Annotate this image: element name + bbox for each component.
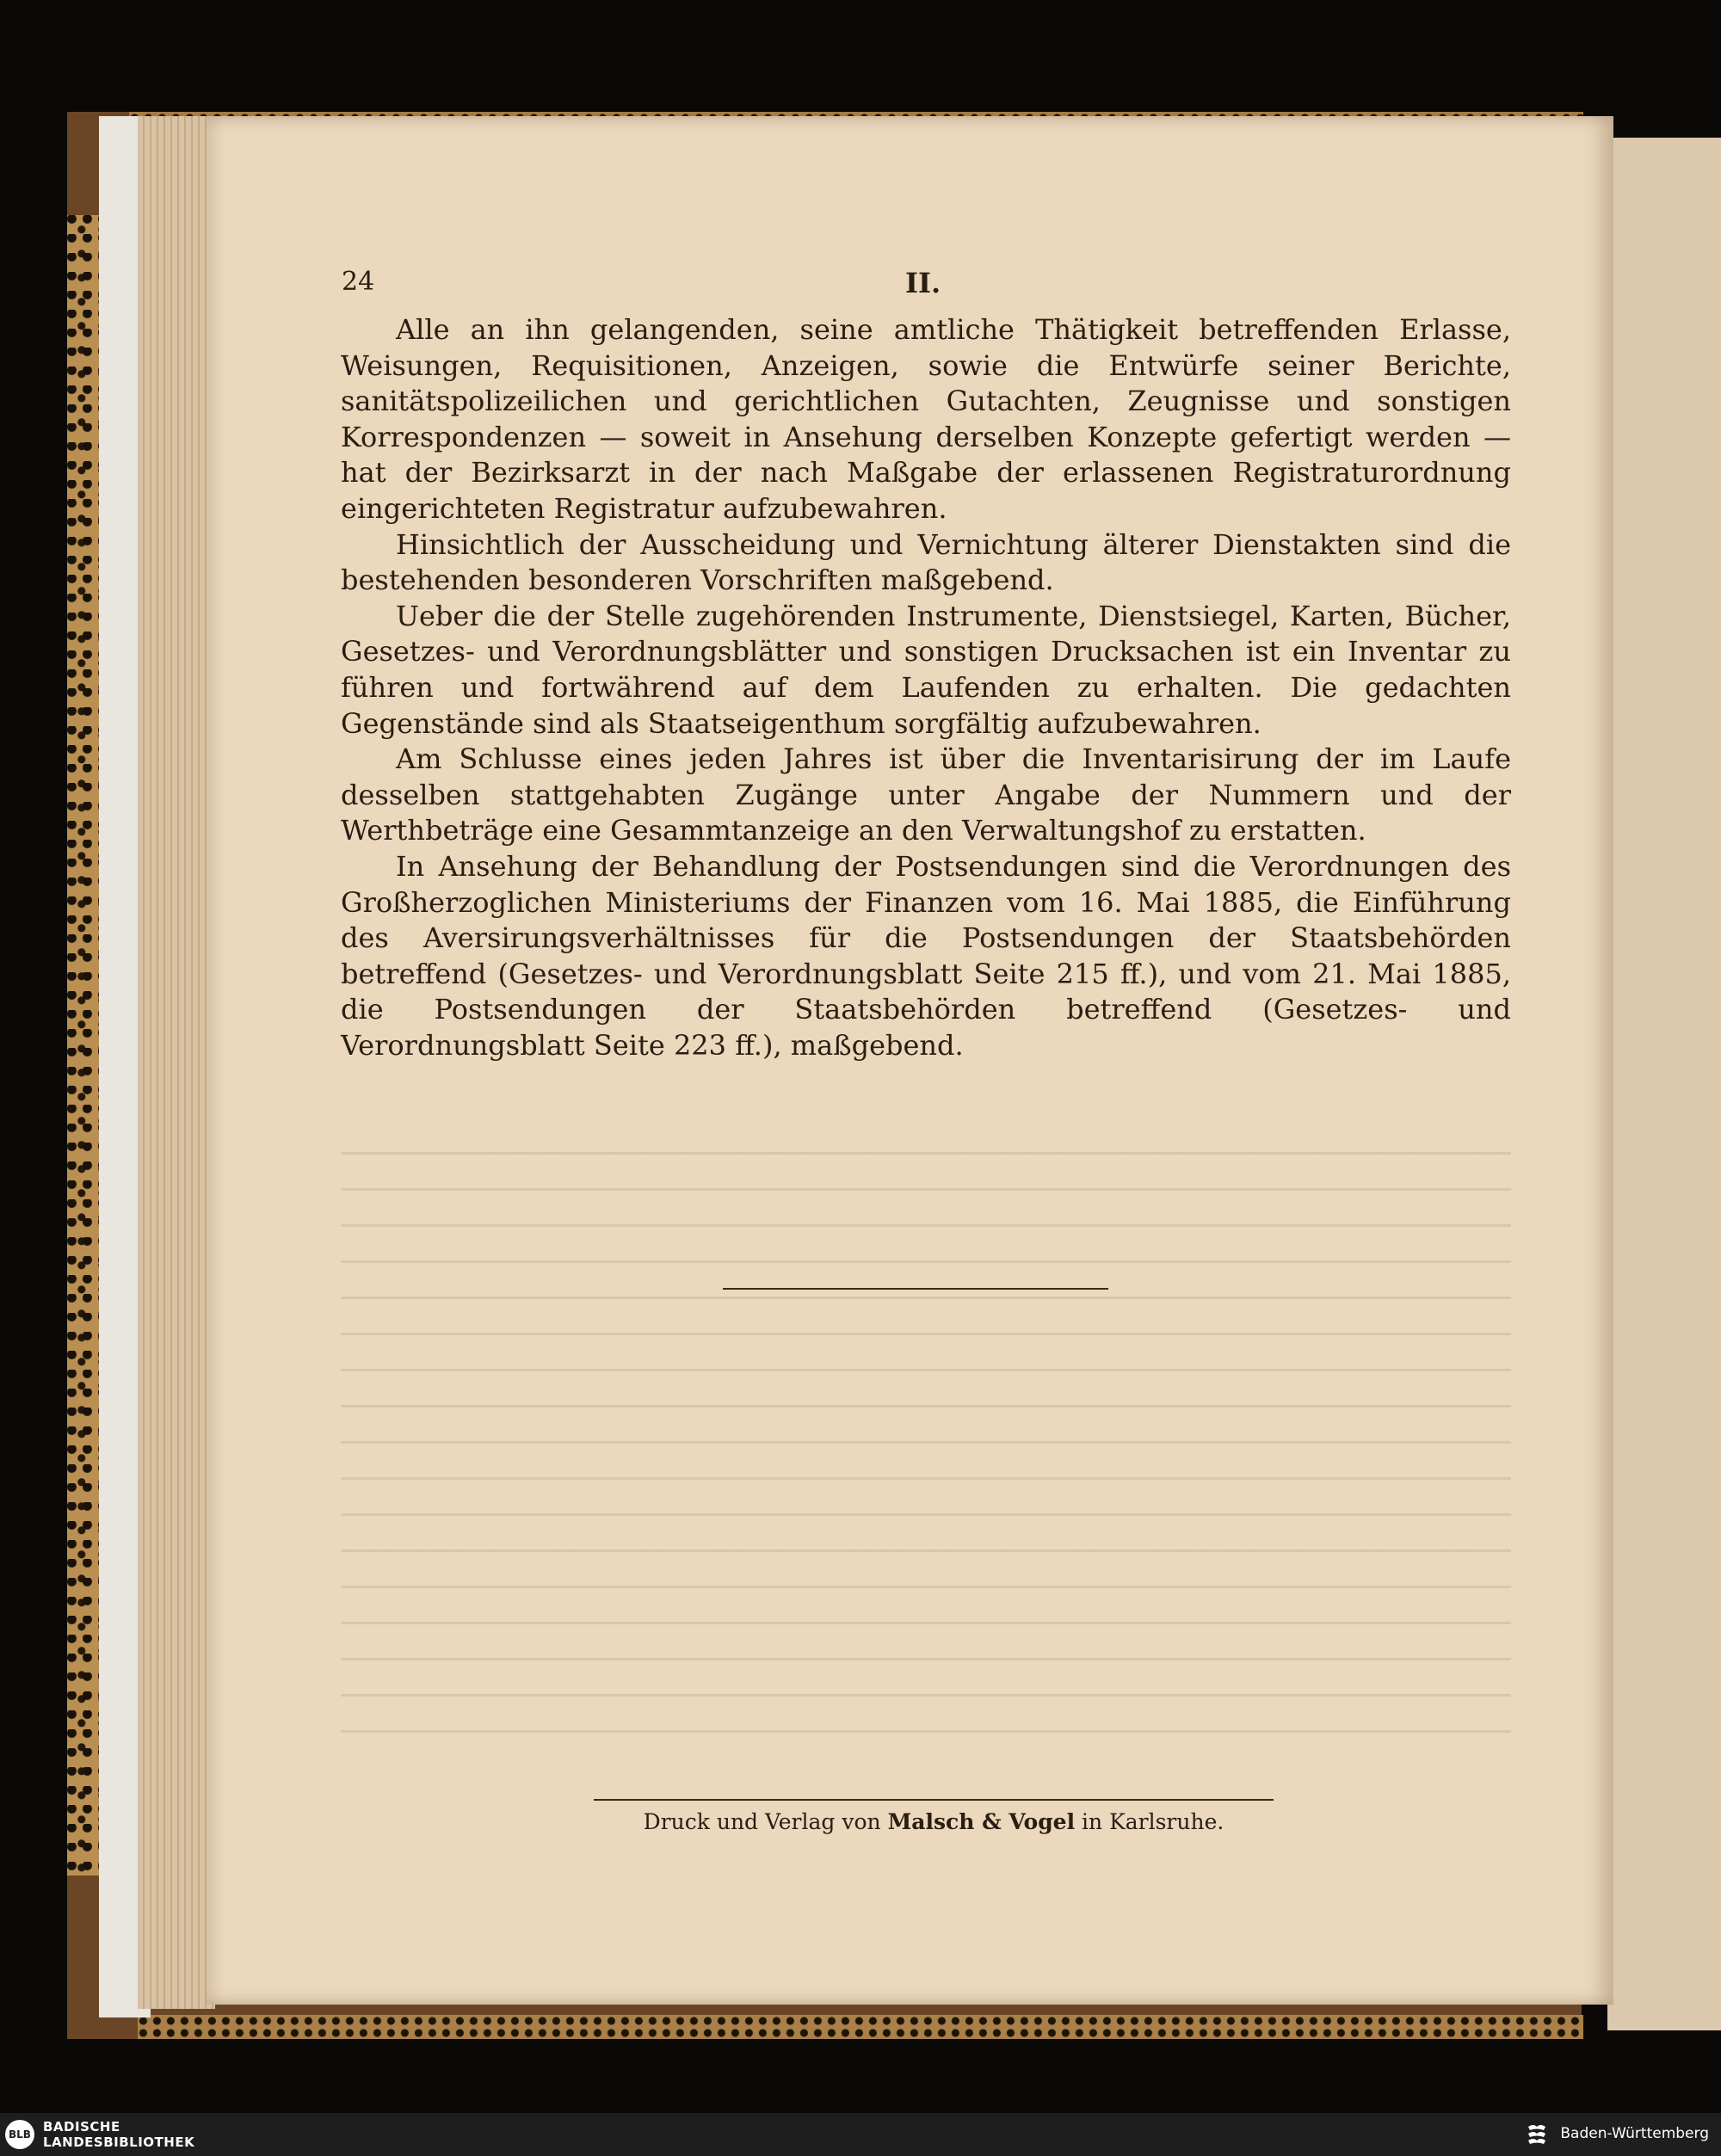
state-name[interactable]: Baden-Württemberg [1560,2125,1709,2142]
paragraph: Ueber die der Stelle zugehörenden Instrumente, Dienstsiegel, Karten, Bücher, Gesetzes- und Verordnungsblätter und sonstigen Drucksachen ist ein Inventar zu führen und fortwährend auf dem Laufenden zu erhalten. Die gedachten Gegenstände sind als Staatseigenthum sorgfältig aufzubewahren. [341,599,1511,740]
imprint-line [594,1809,1274,1834]
paragraph: In Ansehung der Behandlung der Postsendungen sind die Verordnungen des Großherzoglichen Ministeriums der Finanzen vom 16. Mai 1885, die Einführung des Aversirungsverhältnisses für die Postsendungen der Staatsbehörden betreffend (Gesetzes- und Verordnungsblatt Seite 215 ff.), und vom 21. Mai 1885, die Postsendungen der Staatsbehörden betreffend (Gesetzes- und Verordnungsblatt Seite 223 ff.), maßgebend. [341,849,1511,1062]
paragraph: Hinsichtlich der Ausscheidung und Vernichtung älterer Dienstakten sind die bestehenden besonderen Vorschriften maßgebend. [341,527,1511,597]
section-divider [723,1288,1108,1290]
imprint-prefix: Druck und Verlag von [643,1809,888,1834]
body-text [341,312,1511,1063]
paragraph: Am Schlusse eines jeden Jahres ist über die Inventarisirung der im Laufe desselben stattgehabten Zugänge unter Angabe der Nummern und der Werthbeträge eine Gesammtanzeige an den Verwaltungshof zu erstatten. [341,742,1511,847]
library-name-line2: LANDESBIBLIOTHEK [43,2134,195,2150]
library-name[interactable] [43,2119,194,2150]
book-page [207,116,1613,2005]
section-numeral: II. [905,267,941,299]
paragraph: Alle an ihn gelangenden, seine amtliche Thätigkeit betreffenden Erlasse, Weisungen, Requisitionen, Anzeigen, sowie die Entwürfe seiner Berichte, sanitätspolizeilichen und gerichtlichen Gutachten, Zeugnisse und sonstigen Korrespondenzen — soweit in Ansehung derselben Konzepte gefertigt werden — hat der Bezirksarzt in der nach Maßgabe der erlassenen Registraturordnung eingerichteten Registratur aufzubewahren. [341,313,1511,525]
imprint-rule [594,1799,1274,1801]
bottom-edge-binding [138,2015,1583,2039]
imprint-suffix: in Karlsruhe. [1075,1809,1224,1834]
page-stack-edge [138,116,215,2009]
viewer-footer-bar [0,2113,1721,2156]
show-through-text [341,1131,1511,1751]
facing-page-edge [1607,138,1721,2030]
library-name-line1: BADISCHE [43,2119,120,2134]
imprint-publisher: Malsch & Vogel [887,1809,1076,1834]
blb-logo-icon[interactable]: BLB [5,2120,34,2149]
page-number: 24 [342,267,375,297]
lions-crest-icon [1525,2122,1549,2147]
